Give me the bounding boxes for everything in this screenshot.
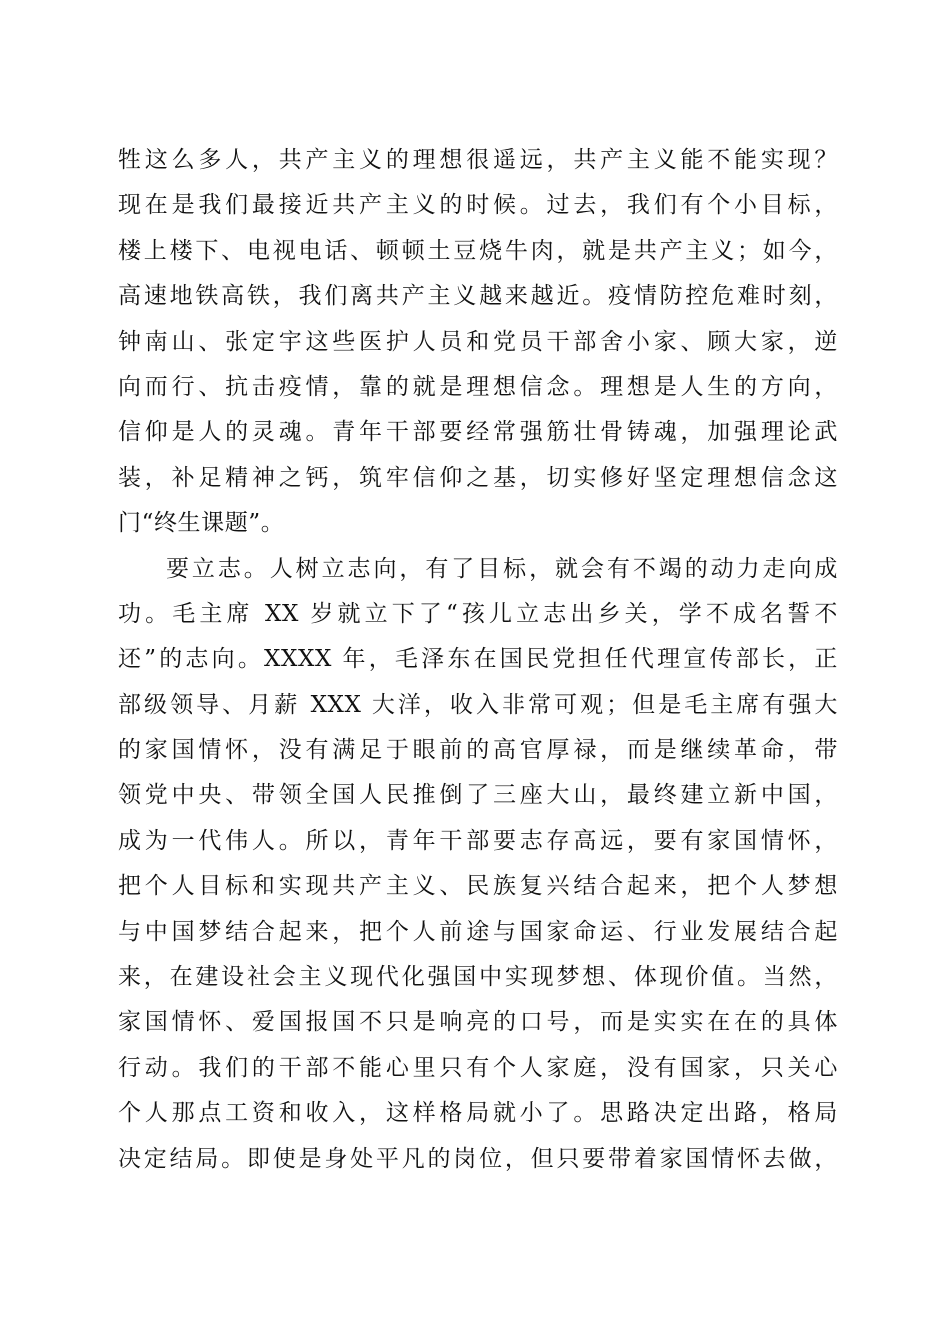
text-line: 来，在建设社会主义现代化强国中实现梦想、体现价值。当然，: [118, 964, 838, 991]
text-line: 高速地铁高铁，我们离共产主义越来越近。疫情防控危难时刻，: [118, 283, 838, 310]
text-line: 楼上楼下、电视电话、顿顿土豆烧牛肉，就是共产主义；如今，: [118, 237, 838, 264]
text-line: 与中国梦结合起来，把个人前途与国家命运、行业发展结合起: [118, 918, 838, 945]
text-line: 个人那点工资和收入，这样格局就小了。思路决定出路，格局: [118, 1100, 838, 1127]
text-line: 钟南山、张定宇这些医护人员和党员干部舍小家、顾大家，逆: [118, 328, 838, 355]
text-line: 领党中央、带领全国人民推倒了三座大山，最终建立新中国，: [118, 782, 838, 809]
text-line: 决定结局。即使是身处平凡的岗位，但只要带着家国情怀去做，: [118, 1145, 838, 1172]
text-line: 部级领导、月薪 XXX 大洋，收入非常可观；但是毛主席有强大: [118, 691, 838, 718]
text-line: 现在是我们最接近共产主义的时候。过去，我们有个小目标，: [118, 192, 838, 219]
paragraph-start-line: 要立志。人树立志向，有了目标，就会有不竭的动力走向成: [166, 555, 838, 582]
text-line: 把个人目标和实现共产主义、民族复兴结合起来，把个人梦想: [118, 873, 838, 900]
paragraph-end-line: 门“终生课题”。: [118, 510, 285, 537]
text-line: 家国情怀、爱国报国不只是响亮的口号，而是实实在在的具体: [118, 1009, 838, 1036]
text-line: 还”的志向。XXXX 年，毛泽东在国民党担任代理宣传部长，正: [118, 646, 838, 673]
text-line: 的家国情怀，没有满足于眼前的高官厚禄，而是继续革命，带: [118, 737, 838, 764]
text-line: 行动。我们的干部不能心里只有个人家庭，没有国家，只关心: [118, 1054, 838, 1081]
text-line: 装，补足精神之钙，筑牢信仰之基，切实修好坚定理想信念这: [118, 464, 838, 491]
text-line: 牲这么多人，共产主义的理想很遥远，共产主义能不能实现？: [118, 147, 838, 173]
text-line: 向而行、抗击疫情，靠的就是理想信念。理想是人生的方向，: [118, 373, 838, 400]
text-line: 信仰是人的灵魂。青年干部要经常强筋壮骨铸魂，加强理论武: [118, 419, 838, 446]
text-line: 功。毛主席 XX 岁就立下了“孩儿立志出乡关，学不成名誓不: [118, 600, 838, 627]
text-line: 成为一代伟人。所以，青年干部要志存高远，要有家国情怀，: [118, 827, 838, 854]
body-text: [118, 138, 838, 1182]
